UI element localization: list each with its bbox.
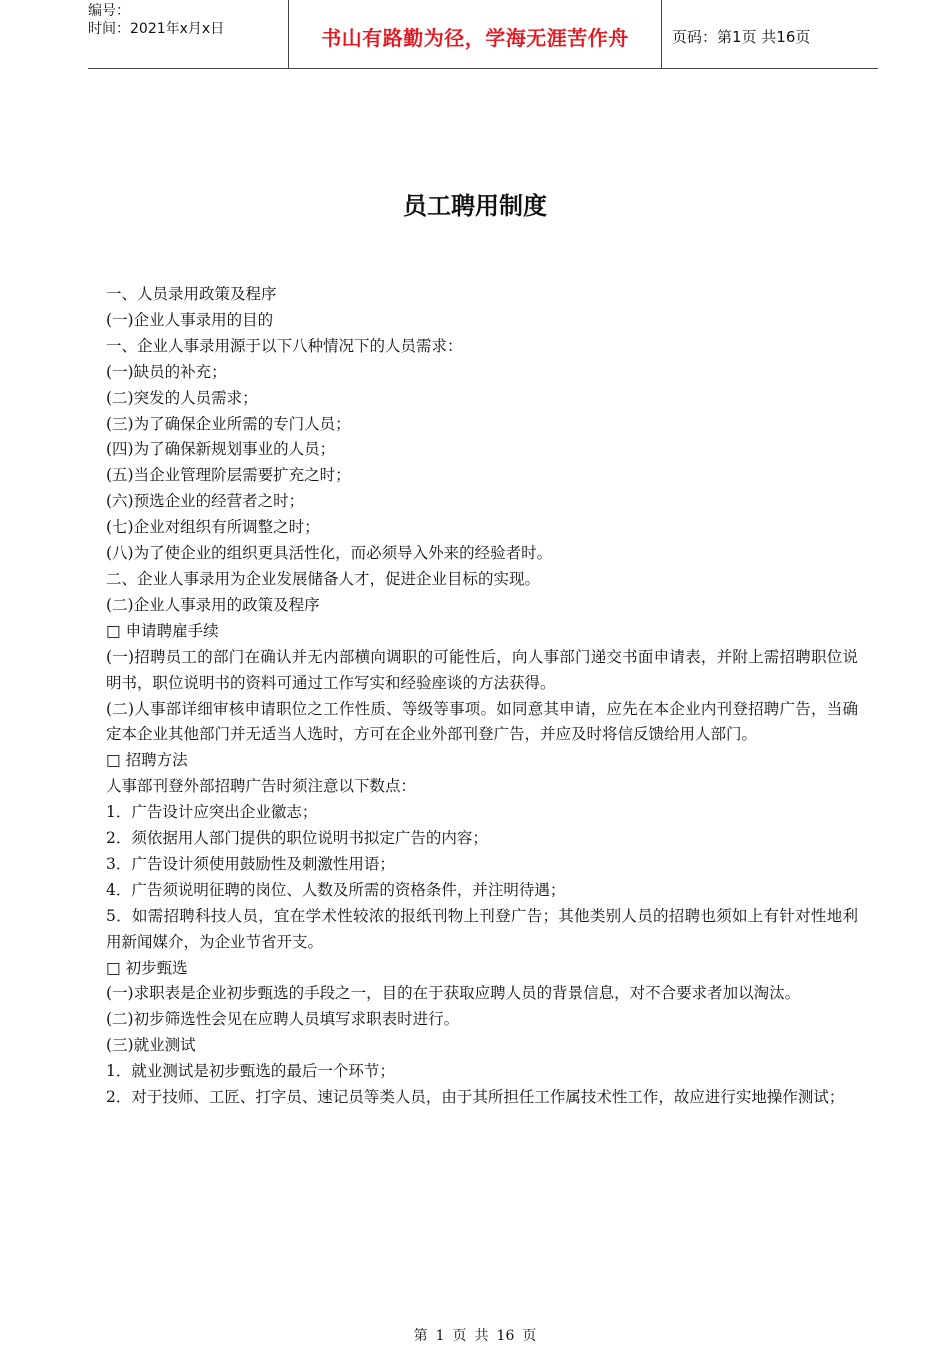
document-body	[106, 282, 858, 1111]
header-motto-cell	[288, 0, 662, 68]
header-meta	[88, 0, 288, 70]
footer-text: 页	[452, 1328, 467, 1344]
page-header	[88, 0, 878, 69]
footer-text: 第	[413, 1328, 428, 1344]
footer-text: 共	[474, 1328, 489, 1344]
paragraph: (二)人事部详细审核申请职位之工作性质、等级等事项。如同意其申请，应先在本企业内刊登招聘广告，当确定本企业其他部门并无适当人选时，方可在企业外部刊登广告，并应及时将信反馈给用人部门。	[106, 699, 858, 744]
footer-total-pages: 16	[496, 1328, 515, 1344]
paragraph: (三)为了确保企业所需的专门人员；	[106, 414, 351, 433]
document-title: 员工聘用制度	[403, 192, 547, 220]
paragraph: 2．对于技师、工匠、打字员、速记员等类人员，由于其所担任工作属技术性工作，故应进行实地操作测试；	[106, 1088, 845, 1107]
paragraph: 5．如需招聘科技人员，宜在学术性较浓的报纸刊物上刊登广告；其他类别人员的招聘也须如上有针对性地利用新闻媒介，为企业节省开支。	[106, 906, 858, 951]
paragraph: (一)企业人事录用的目的	[106, 310, 274, 329]
header-page-number: 页码：第1页 共16页	[672, 28, 811, 46]
paragraph: (一)求职表是企业初步甄选的手段之一，目的在于获取应聘人员的背景信息，对不合要求者加以淘汰。	[106, 984, 801, 1003]
paragraph: 2．须依据用人部门提供的职位说明书拟定广告的内容；	[106, 829, 488, 848]
paragraph: (二)企业人事录用的政策及程序	[106, 595, 320, 614]
paragraph: □ 初步甄选	[106, 958, 188, 977]
doc-date: 时间：2021年x月x日	[88, 21, 225, 37]
paragraph: (七)企业对组织有所调整之时；	[106, 518, 320, 537]
page-footer	[0, 1325, 950, 1345]
paragraph: 人事部刊登外部招聘广告时须注意以下数点：	[106, 777, 417, 796]
paragraph: (二)突发的人员需求；	[106, 388, 258, 407]
paragraph: (一)缺员的补充；	[106, 362, 227, 381]
paragraph: 1．就业测试是初步甄选的最后一个环节；	[106, 1062, 395, 1081]
paragraph: □ 招聘方法	[106, 751, 188, 770]
header-pager-cell	[662, 0, 878, 68]
paragraph: (二)初步筛选性会见在应聘人员填写求职表时进行。	[106, 1010, 460, 1029]
paragraph: 3．广告设计须使用鼓励性及刺激性用语；	[106, 854, 395, 873]
header-motto: 书山有路勤为径，学海无涯苦作舟	[321, 26, 629, 50]
paragraph: 4．广告须说明征聘的岗位、人数及所需的资格条件，并注明待遇；	[106, 880, 566, 899]
paragraph: (五)当企业管理阶层需要扩充之时；	[106, 466, 351, 485]
footer-page-number: 1	[435, 1328, 445, 1344]
paragraph: 一、企业人事录用源于以下八种情况下的人员需求：	[106, 336, 463, 355]
doc-code-label: 编号：	[88, 3, 130, 19]
paragraph: (四)为了确保新规划事业的人员；	[106, 440, 336, 459]
paragraph: (八)为了使企业的组织更具活性化，而必须导入外来的经验者时。	[106, 544, 553, 563]
footer-text: 页	[522, 1328, 537, 1344]
paragraph: (一)招聘员工的部门在确认并无内部横向调职的可能性后，向人事部门递交书面申请表，并附上需招聘职位说明书，职位说明书的资料可通过工作写实和经验座谈的方法获得。	[106, 647, 858, 692]
paragraph: (六)预选企业的经营者之时；	[106, 492, 305, 511]
paragraph: (三)就业测试	[106, 1036, 196, 1055]
paragraph: 一、人员录用政策及程序	[106, 285, 277, 303]
paragraph: □ 申请聘雇手续	[106, 621, 219, 640]
paragraph: 1．广告设计应突出企业徽志；	[106, 803, 318, 822]
paragraph: 二、企业人事录用为企业发展储备人才，促进企业目标的实现。	[106, 569, 541, 588]
